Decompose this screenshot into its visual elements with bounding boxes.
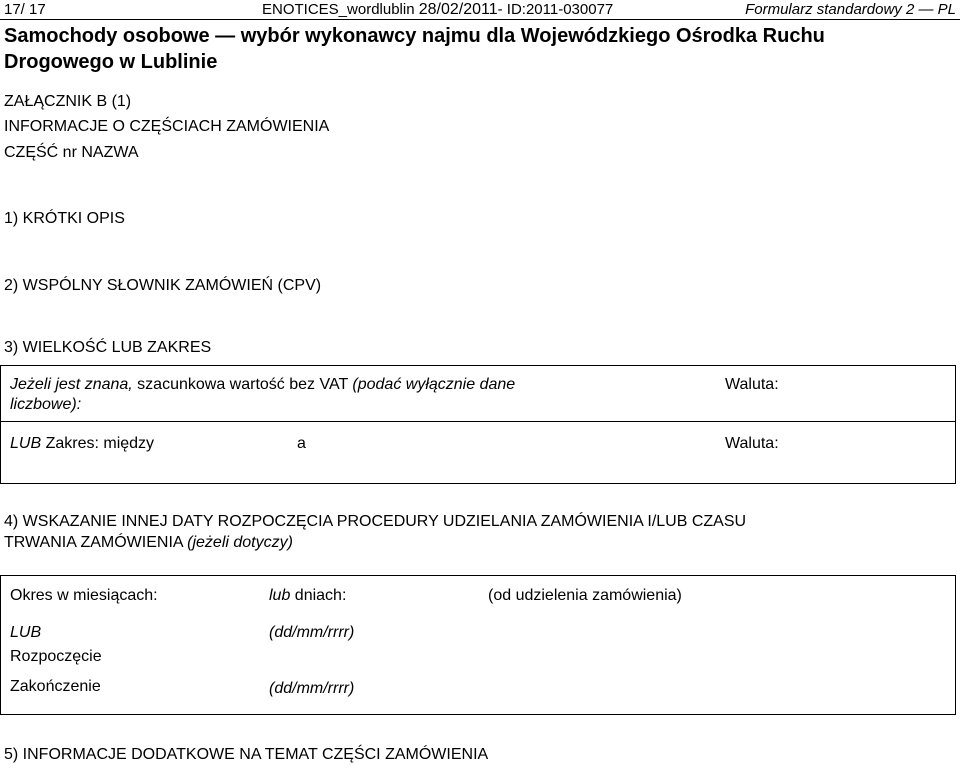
start-label: LUB Rozpoczęcie [10, 624, 102, 665]
currency-label-2: Waluta: [725, 435, 779, 452]
months-label: Okres w miesiącach: [10, 587, 158, 604]
section-additional-info: 5) INFORMACJE DODATKOWE NA TEMAT CZĘŚCI ZAMÓWIENIA [4, 746, 489, 763]
estimated-value-label: Jeżeli jest znana, szacunkowa wartość bez VAT (podać wyłącznie dane liczbowe): [10, 376, 516, 413]
source-reference: ENOTICES_wordlublin 28/02/2011- ID:2011-030077 [262, 1, 614, 18]
end-label: Zakończenie [10, 678, 101, 695]
scope-box [0, 365, 956, 484]
from-award-label: (od udzielenia zamówienia) [488, 587, 682, 604]
page-number: 17/ 17 [4, 1, 46, 18]
section-quantity-scope: 3) WIELKOŚĆ LUB ZAKRES [4, 339, 212, 356]
part-number-name: CZĘŚĆ nr NAZWA [4, 144, 139, 161]
annex-heading: ZAŁĄCZNIK B (1) [4, 93, 132, 110]
end-date-format: (dd/mm/rrrr) [269, 680, 355, 697]
range-label: LUB Zakres: między [10, 435, 155, 452]
period-box [0, 575, 956, 715]
annex-subheading: INFORMACJE O CZĘŚCIACH ZAMÓWIENIA [4, 118, 330, 135]
section-short-description: 1) KRÓTKI OPIS [4, 210, 125, 227]
range-to-label: a [297, 435, 306, 452]
page-header [0, 0, 960, 20]
header-divider [0, 19, 960, 20]
days-label: lub dniach: [269, 587, 347, 604]
currency-label-1: Waluta: [725, 376, 779, 393]
scope-divider [1, 421, 955, 422]
section-alternative-dates: 4) WSKAZANIE INNEJ DATY ROZPOCZĘCIA PROCEDURY UDZIELANIA ZAMÓWIENIA I/LUB CZASU TRWANIA ZAMÓWIENIA (jeżeli dotyczy) [4, 513, 747, 551]
section-cpv: 2) WSPÓLNY SŁOWNIK ZAMÓWIEŃ (CPV) [4, 277, 322, 294]
document-title: Samochody osobowe — wybór wykonawcy najmu dla Wojewódzkiego Ośrodka Ruchu Drogowego w Lublinie [4, 25, 825, 73]
start-date-format: (dd/mm/rrrr) [269, 624, 355, 641]
form-name: Formularz standardowy 2 — PL [745, 1, 956, 18]
